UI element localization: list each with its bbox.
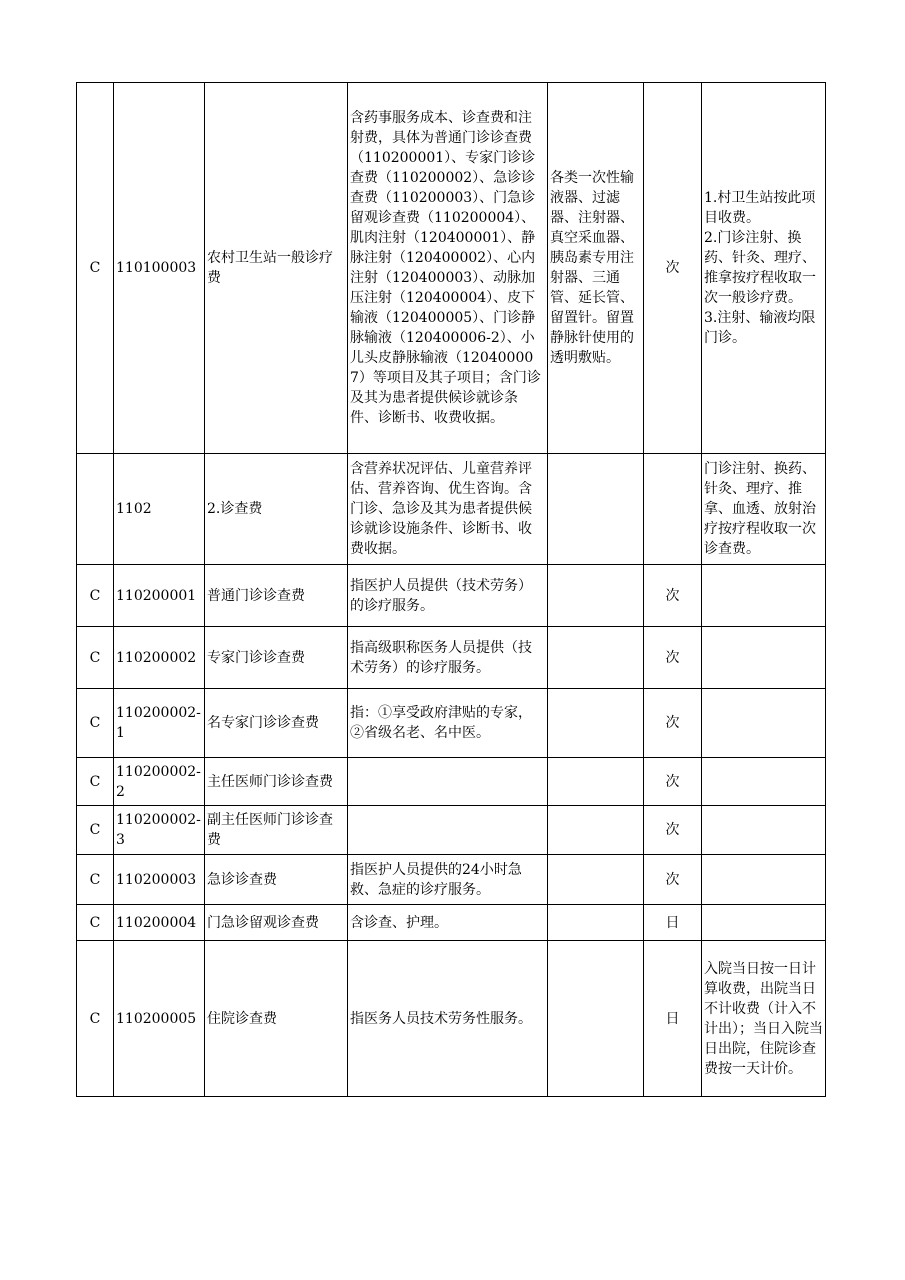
item-name-cell: 急诊诊查费: [205, 855, 348, 905]
category-cell: C: [77, 905, 114, 941]
code-cell: 110200001: [114, 565, 205, 627]
note-cell: 门诊注射、换药、针灸、理疗、推拿、血透、放射治疗按疗程收取一次诊查费。: [702, 454, 826, 565]
item-name-cell: 普通门诊诊查费: [205, 565, 348, 627]
content-cell: 含营养状况评估、儿童营养评估、营养咨询、优生咨询。含门诊、急诊及其为患者提供候诊就诊设施条件、诊断书、收费收据。: [348, 454, 548, 565]
exclusion-cell: [548, 627, 644, 689]
table-row: [77, 806, 826, 855]
table-row: [77, 905, 826, 941]
table-row: [77, 454, 826, 565]
note-cell: [702, 806, 826, 855]
unit-cell: 次: [644, 758, 702, 806]
unit-cell: 次: [644, 627, 702, 689]
unit-cell: 次: [644, 83, 702, 454]
item-name-cell: 2.诊查费: [205, 454, 348, 565]
exclusion-cell: [548, 905, 644, 941]
content-cell: [348, 758, 548, 806]
table-row: [77, 758, 826, 806]
item-name-cell: 名专家门诊诊查费: [205, 689, 348, 758]
fee-table: [76, 82, 826, 1097]
content-cell: 指医护人员提供的24小时急救、急症的诊疗服务。: [348, 855, 548, 905]
note-cell: [702, 905, 826, 941]
code-cell: 110200002-3: [114, 806, 205, 855]
category-cell: C: [77, 806, 114, 855]
code-cell: 110200004: [114, 905, 205, 941]
item-name-cell: 副主任医师门诊诊查费: [205, 806, 348, 855]
table-row: [77, 627, 826, 689]
category-cell: C: [77, 855, 114, 905]
unit-cell: [644, 454, 702, 565]
code-cell: 110200005: [114, 941, 205, 1097]
category-cell: C: [77, 758, 114, 806]
exclusion-cell: [548, 565, 644, 627]
content-cell: [348, 806, 548, 855]
note-cell: [702, 855, 826, 905]
exclusion-cell: 各类一次性输液器、过滤器、注射器、真空采血器、胰岛素专用注射器、三通管、延长管、留置针。留置静脉针使用的透明敷贴。: [548, 83, 644, 454]
category-cell: C: [77, 689, 114, 758]
code-cell: 110200002-2: [114, 758, 205, 806]
unit-cell: 日: [644, 941, 702, 1097]
table-row: [77, 83, 826, 454]
exclusion-cell: [548, 806, 644, 855]
content-cell: 指医护人员提供（技术劳务）的诊疗服务。: [348, 565, 548, 627]
table-row: [77, 941, 826, 1097]
note-cell: 入院当日按一日计算收费，出院当日不计收费（计入不计出）；当日入院当日出院，住院诊查费按一天计价。: [702, 941, 826, 1097]
note-cell: 1.村卫生站按此项目收费。 2.门诊注射、换药、针灸、理疗、推拿按疗程收取一次一般诊疗费。 3.注射、输液均限门诊。: [702, 83, 826, 454]
exclusion-cell: [548, 855, 644, 905]
note-cell: [702, 627, 826, 689]
exclusion-cell: [548, 454, 644, 565]
category-cell: C: [77, 627, 114, 689]
category-cell: C: [77, 83, 114, 454]
unit-cell: 次: [644, 689, 702, 758]
content-cell: 指医务人员技术劳务性服务。: [348, 941, 548, 1097]
exclusion-cell: [548, 758, 644, 806]
note-cell: [702, 758, 826, 806]
exclusion-cell: [548, 689, 644, 758]
item-name-cell: 主任医师门诊诊查费: [205, 758, 348, 806]
unit-cell: 次: [644, 855, 702, 905]
note-cell: [702, 689, 826, 758]
item-name-cell: 门急诊留观诊查费: [205, 905, 348, 941]
item-name-cell: 农村卫生站一般诊疗费: [205, 83, 348, 454]
code-cell: 110200003: [114, 855, 205, 905]
table-row: [77, 565, 826, 627]
unit-cell: 日: [644, 905, 702, 941]
content-cell: 含药事服务成本、诊查费和注射费，具体为普通门诊诊查费（110200001）、专家门诊诊查费（110200002）、急诊诊查费（110200003）、门急诊留观诊查费（110200004）、肌肉注射（120400001）、静脉注射（120400002）、心内注射（120400003）、动脉加压注射（120400004）、皮下输液（120400005）、门诊静脉输液（120400006-2）、小儿头皮静脉输液（120400007）等项目及其子项目；含门诊及其为患者提供候诊就诊条件、诊断书、收费收据。: [348, 83, 548, 454]
code-cell: 110200002: [114, 627, 205, 689]
content-cell: 指高级职称医务人员提供（技术劳务）的诊疗服务。: [348, 627, 548, 689]
content-cell: 指：①享受政府津贴的专家，②省级名老、名中医。: [348, 689, 548, 758]
table-row: [77, 689, 826, 758]
table-row: [77, 855, 826, 905]
note-cell: [702, 565, 826, 627]
unit-cell: 次: [644, 565, 702, 627]
item-name-cell: 专家门诊诊查费: [205, 627, 348, 689]
category-cell: C: [77, 941, 114, 1097]
category-cell: C: [77, 565, 114, 627]
code-cell: 1102: [114, 454, 205, 565]
category-cell: [77, 454, 114, 565]
item-name-cell: 住院诊查费: [205, 941, 348, 1097]
code-cell: 110200002-1: [114, 689, 205, 758]
code-cell: 110100003: [114, 83, 205, 454]
content-cell: 含诊查、护理。: [348, 905, 548, 941]
exclusion-cell: [548, 941, 644, 1097]
unit-cell: 次: [644, 806, 702, 855]
